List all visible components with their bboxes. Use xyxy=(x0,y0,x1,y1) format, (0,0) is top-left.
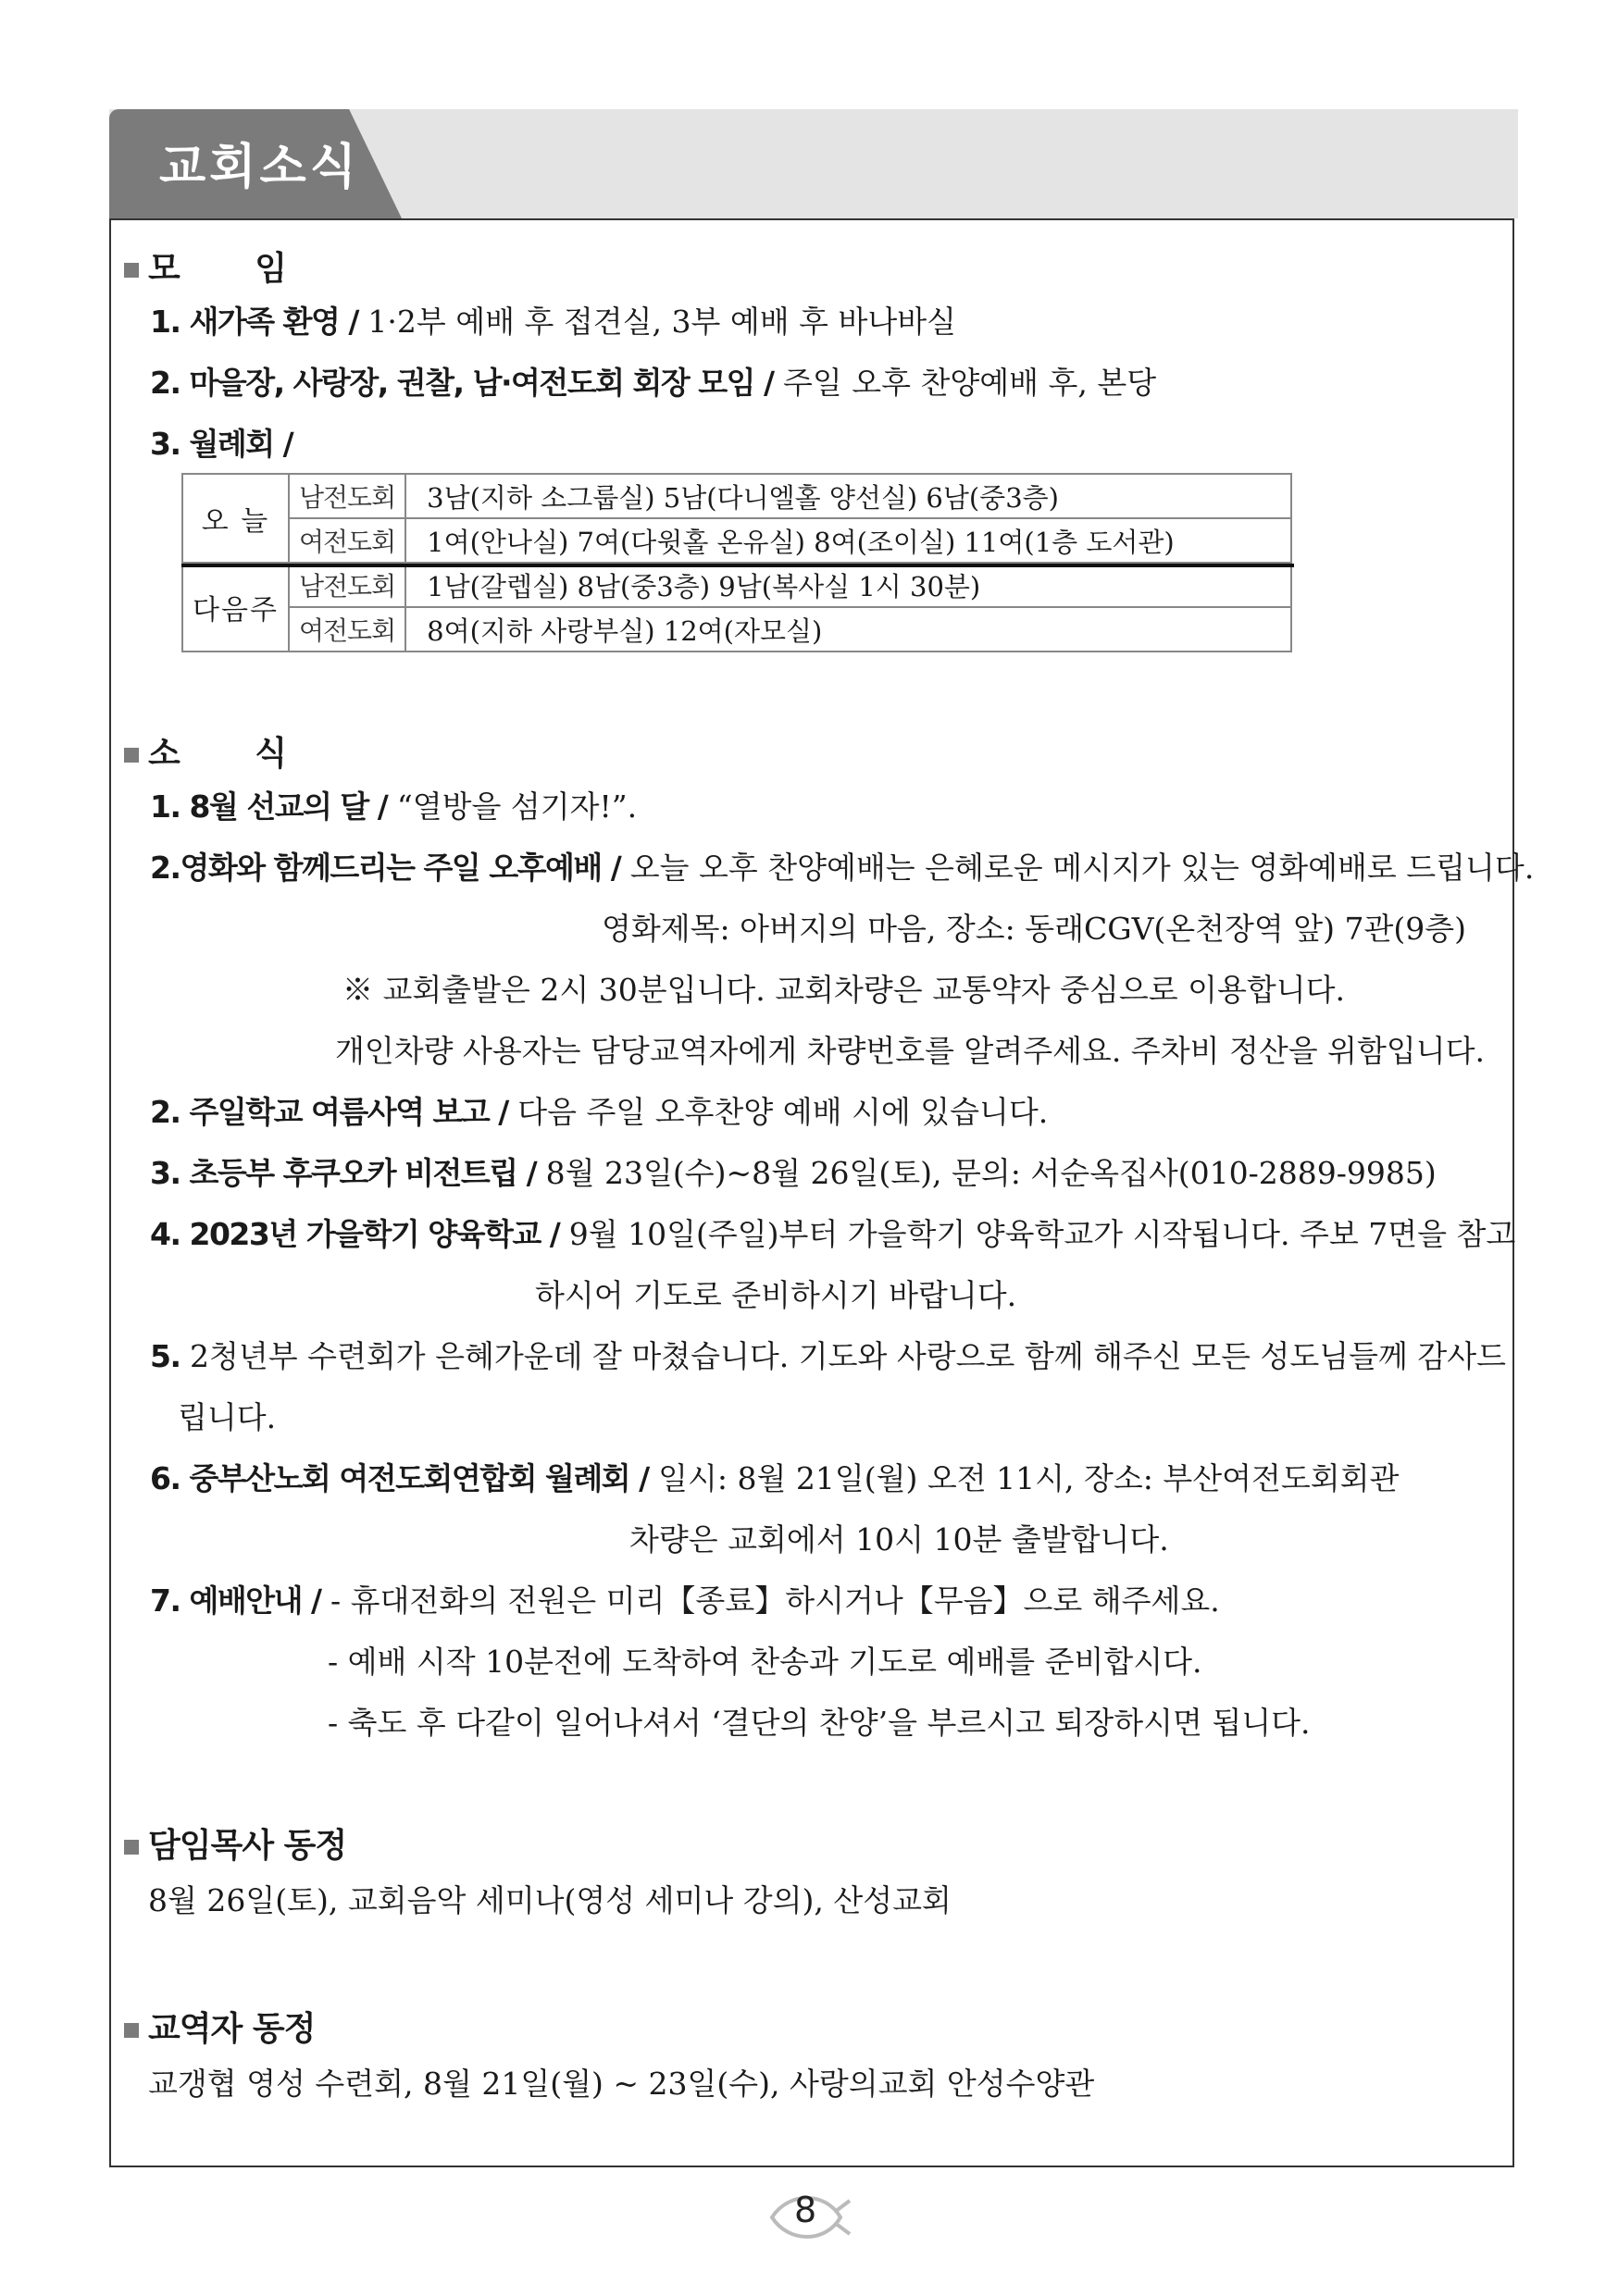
table-row xyxy=(182,474,1291,518)
news-line: 6. 중부산노회 여전도회연합회 월례회 / 일시: 8월 21일(월) 오전 11시, 장소: 부산여전도회회관 xyxy=(150,1460,1400,1496)
monthly-meeting-table xyxy=(181,473,1292,652)
news-line: 1. 8월 선교의 달 / “열방을 섬기자!”. xyxy=(150,788,638,825)
news-line: 립니다. xyxy=(178,1399,277,1435)
news-line: 2. 주일학교 여름사역 보고 / 다음 주일 오후찬양 예배 시에 있습니다. xyxy=(150,1094,1049,1130)
meeting-item: 1. 새가족 환영 / 1·2부 예배 후 접견실, 3부 예배 후 바나바실 xyxy=(150,304,956,340)
table-sub-cell: 여전도회 xyxy=(289,518,405,563)
news-line: 5. 2청년부 수련회가 은혜가운데 잘 마쳤습니다. 기도와 사랑으로 함께 해주신 모든 성도님들께 감사드 xyxy=(150,1338,1506,1374)
table-row xyxy=(182,518,1291,563)
table-row xyxy=(182,607,1291,652)
meetings-heading: 모 임 xyxy=(124,242,318,290)
table-sub-cell: 남전도회 xyxy=(289,563,405,607)
table-group-cell: 다음주 xyxy=(182,563,289,652)
table-value-cell: 3남(지하 소그룹실) 5남(다니엘홀 양선실) 6남(중3층) xyxy=(405,474,1291,518)
news-line: 하시어 기도로 준비하시기 바랍니다. xyxy=(535,1277,1017,1313)
page-number: 8 xyxy=(794,2190,817,2230)
table-group-cell: 오 늘 xyxy=(182,474,289,563)
meeting-item: 3. 월례회 / xyxy=(150,426,293,462)
news-line: 7. 예배안내 / - 휴대전화의 전원은 미리【종료】하시거나【무음】으로 해주세요. xyxy=(150,1582,1220,1619)
news-line: 개인차량 사용자는 담당교역자에게 차량번호를 알려주세요. 주차비 정산을 위함입니다. xyxy=(335,1033,1486,1069)
news-line: 4. 2023년 가을학기 양육학교 / 9월 10일(주일)부터 가을학기 양육학교가 시작됩니다. 주보 7면을 참고 xyxy=(150,1216,1516,1252)
table-value-cell: 1남(갈렙실) 8남(중3층) 9남(복사실 1시 30분) xyxy=(405,563,1291,607)
table-sub-cell: 여전도회 xyxy=(289,607,405,652)
square-bullet-icon xyxy=(124,2023,139,2038)
meeting-item: 2. 마을장, 사랑장, 권찰, 남·여전도회 회장 모임 / 주일 오후 찬양예배 후, 본당 xyxy=(150,365,1157,401)
news-heading: 소 식 xyxy=(124,727,318,775)
news-line: 2.영화와 함께드리는 주일 오후예배 / 오늘 오후 찬양예배는 은혜로운 메시지가 있는 영화예배로 드립니다. xyxy=(150,850,1535,886)
square-bullet-icon xyxy=(124,263,139,278)
table-value-cell: 8여(지하 사랑부실) 12여(자모실) xyxy=(405,607,1291,652)
table-row xyxy=(182,563,1291,607)
news-line: - 축도 후 다같이 일어나셔서 ‘결단의 찬양’을 부르시고 퇴장하시면 됩니다. xyxy=(328,1705,1311,1741)
square-bullet-icon xyxy=(124,748,139,763)
staff-text: 교갱협 영성 수련회, 8월 21일(월) ~ 23일(수), 사랑의교회 안성수양관 xyxy=(148,2066,1095,2102)
staff-heading: 교역자 동정 xyxy=(124,2003,315,2050)
table-divider xyxy=(181,564,1294,567)
table-sub-cell: 남전도회 xyxy=(289,474,405,518)
pastor-heading: 담임목사 동정 xyxy=(124,1819,346,1867)
news-line: 차량은 교회에서 10시 10분 출발합니다. xyxy=(629,1521,1169,1558)
square-bullet-icon xyxy=(124,1840,139,1855)
table-value-cell: 1여(안나실) 7여(다윗홀 온유실) 8여(조이실) 11여(1층 도서관) xyxy=(405,518,1291,563)
pastor-text: 8월 26일(토), 교회음악 세미나(영성 세미나 강의), 산성교회 xyxy=(148,1882,952,1918)
news-line: ※ 교회출발은 2시 30분입니다. 교회차량은 교통약자 중심으로 이용합니다. xyxy=(342,972,1345,1008)
page-title: 교회소식 xyxy=(159,140,360,195)
news-line: - 예배 시작 10분전에 도착하여 찬송과 기도로 예배를 준비합시다. xyxy=(328,1644,1202,1680)
news-line: 3. 초등부 후쿠오카 비전트립 / 8월 23일(수)~8월 26일(토), 문의: 서순옥집사(010-2889-9985) xyxy=(150,1155,1437,1191)
news-line: 영화제목: 아버지의 마음, 장소: 동래CGV(온천장역 앞) 7관(9층) xyxy=(602,911,1467,947)
